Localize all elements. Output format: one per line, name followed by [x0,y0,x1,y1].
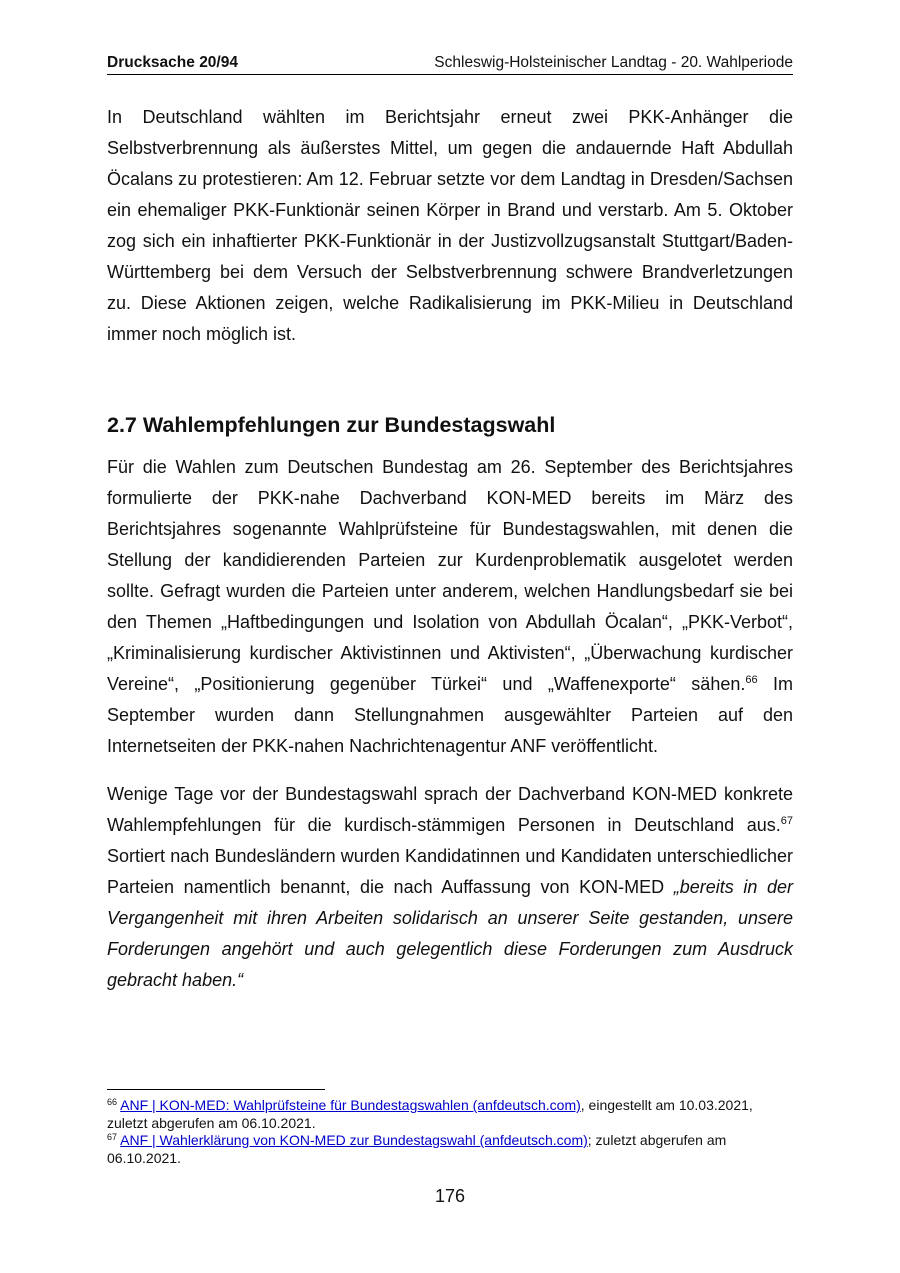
footnote-link[interactable]: ANF | Wahlerklärung von KON-MED zur Bundestagswahl (anfdeutsch.com) [120,1132,588,1148]
footnote-link[interactable]: ANF | KON-MED: Wahlprüfsteine für Bundestagswahlen (anfdeutsch.com) [120,1097,581,1113]
footnote-reference[interactable]: 66 [745,674,758,686]
parliament-title: Schleswig-Holsteinischer Landtag - 20. Wahlperiode [434,54,793,71]
page-number: 176 [434,1186,466,1206]
footnote-66 [107,1097,793,1132]
document-number: Drucksache 20/94 [107,54,238,71]
footnote-reference[interactable]: 67 [780,815,793,827]
footnote-text: ; zuletzt abgerufen am 06.10.2021. [107,1132,727,1166]
paragraph-self-immolation: In Deutschland wählten im Berichtsjahr erneut zwei PKK-Anhänger die Selbstverbrennung als äußerstes Mittel, um gegen die andauernde Haft Abdullah Öcalans zu protestieren: Am 12. Februar setzte vor dem Landtag in Dresden/Sachsen ein ehemaliger PKK-Funktionär seinen Körper in Brand und verstarb. Am 5. Oktober zog sich ein inhaftierter PKK-Funktionär in der Justizvollzugsanstalt Stuttgart/Baden-Württemberg bei dem Versuch der Selbstverbrennung schwere Brandverletzungen zu. Diese Aktionen zeigen, welche Radikalisierung im PKK-Milieu in Deutschland immer noch möglich ist. [107,107,793,344]
footnote-number: 67 [107,1132,118,1142]
paragraph-text: Im September wurden dann Stellungnahmen ausgewählter Parteien auf den Internetseiten der PKK-nahen Nachrichtenagentur ANF veröffentlicht. [107,674,793,756]
footnote-67 [107,1132,793,1167]
paragraph-election-recommendations [107,779,793,996]
footnote-number: 66 [107,1097,118,1107]
paragraph-election-touchstones [107,452,793,762]
footnote-divider [107,1089,325,1090]
quote-text: „bereits in der Vergangenheit mit ihren Arbeiten solidarisch an unserer Seite gestanden, unsere Forderungen angehört und auch gelegentlich diese Forderungen zum Ausdruck gebracht haben.“ [107,877,793,990]
paragraph-text: Wenige Tage vor der Bundestagswahl sprach der Dachverband KON-MED konkrete Wahlempfehlungen für die kurdisch-stämmigen Personen in Deutschland aus. [107,784,793,835]
paragraph-text: Für die Wahlen zum Deutschen Bundestag am 26. September des Berichtsjahres formulierte der PKK-nahe Dachverband KON-MED bereits im März des Berichtsjahres sogenannte Wahlprüfsteine für Bundestagswahlen, mit denen die Stellung der kandidierenden Parteien zur Kurdenproblematik ausgelotet werden sollte. Gefragt wurden die Parteien unter anderem, welchen Handlungsbedarf sie bei den Themen „Haftbedingungen und Isolation von Abdullah Öcalan“, „PKK-Verbot“, „Kriminalisierung kurdischer Aktivistinnen und Aktivisten“, „Überwachung kurdischer Vereine“, „Positionierung gegenüber Türkei“ und „Waffenexporte“ sähen. [107,457,793,694]
paragraph-text: Sortiert nach Bundesländern wurden Kandidatinnen und Kandidaten unterschiedlicher Parteien namentlich benannt, die nach Auffassung von KON-MED [107,846,793,897]
footnote-text: , eingestellt am 10.03.2021, zuletzt abgerufen am 06.10.2021. [107,1097,753,1131]
page-header [107,54,793,75]
footnotes [107,1097,793,1167]
section-heading: 2.7 Wahlempfehlungen zur Bundestagswahl [107,413,556,437]
